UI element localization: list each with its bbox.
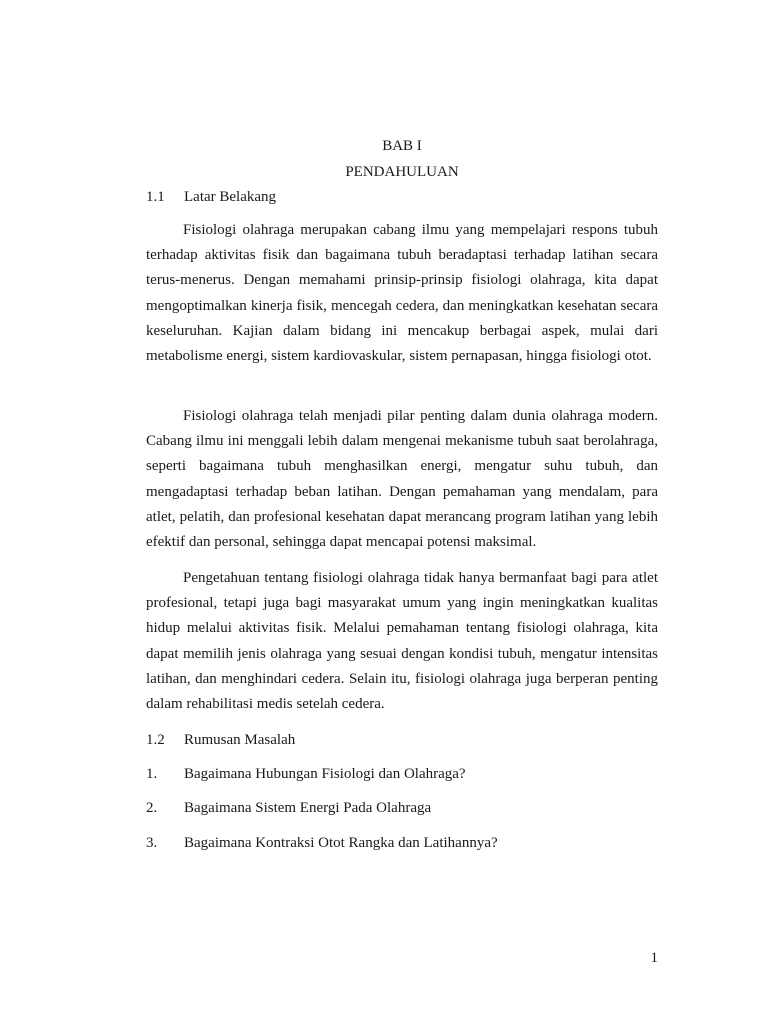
- list-item-text: Bagaimana Hubungan Fisiologi dan Olahraga?: [184, 766, 466, 782]
- page-number: 1: [650, 950, 658, 966]
- list-item-text: Bagaimana Kontraksi Otot Rangka dan Latihannya?: [184, 835, 498, 851]
- list-item: [146, 833, 658, 853]
- list-item: [146, 764, 658, 784]
- section-title: Rumusan Masalah: [184, 732, 296, 748]
- list-item-text: Bagaimana Sistem Energi Pada Olahraga: [184, 800, 432, 816]
- paragraph-3: Pengetahuan tentang fisiologi olahraga tidak hanya bermanfaat bagi para atlet profesional, tetapi juga bagi masyarakat umum yang ingin meningkatkan kualitas hidup melalui aktivitas fisik. Melalui pemahaman tentang fisiologi olahraga, kita dapat memilih jenis olahraga yang sesuai dengan kondisi tubuh, mengatur intensitas latihan, dan menghindari cedera. Selain itu, fisiologi olahraga juga berperan penting dalam rehabilitasi medis setelah cedera.: [146, 570, 658, 713]
- paragraph-2: Fisiologi olahraga telah menjadi pilar penting dalam dunia olahraga modern. Cabang ilmu ini menggali lebih dalam mengenai mekanisme tubuh saat berolahraga, seperti bagaimana tubuh menghasilkan energi, mengatur suhu tubuh, dan mengadaptasi terhadap beban latihan. Dengan pemahaman yang mendalam, para atlet, pelatih, dan profesional kesehatan dapat merancang program latihan yang lebih efektif dan personal, sehingga dapat mencapai potensi maksimal.: [146, 408, 658, 551]
- paragraph-1: Fisiologi olahraga merupakan cabang ilmu yang mempelajari respons tubuh terhadap aktivitas fisik dan bagaimana tubuh beradaptasi terhadap latihan secara terus-menerus. Dengan memahami prinsip-prinsip fisiologi olahraga, kita dapat mengoptimalkan kinerja fisik, mencegah cedera, dan meningkatkan kesehatan secara keseluruhan. Kajian dalam bidang ini mencakup berbagai aspek, mulai dari metabolisme energi, sistem kardiovaskular, sistem pernapasan, hingga fisiologi otot.: [146, 222, 658, 365]
- chapter-number: BAB I: [382, 138, 422, 154]
- section-heading-rumusan-masalah: [146, 730, 658, 750]
- section-title: Latar Belakang: [184, 189, 277, 205]
- list-item-number: 1.: [146, 766, 158, 782]
- list-item-number: 3.: [146, 835, 158, 851]
- list-item-number: 2.: [146, 800, 158, 816]
- section-number: 1.1: [146, 189, 165, 205]
- list-item: [146, 798, 658, 818]
- section-number: 1.2: [146, 732, 165, 748]
- chapter-title: PENDAHULUAN: [345, 164, 459, 180]
- section-heading-latar-belakang: [146, 187, 658, 207]
